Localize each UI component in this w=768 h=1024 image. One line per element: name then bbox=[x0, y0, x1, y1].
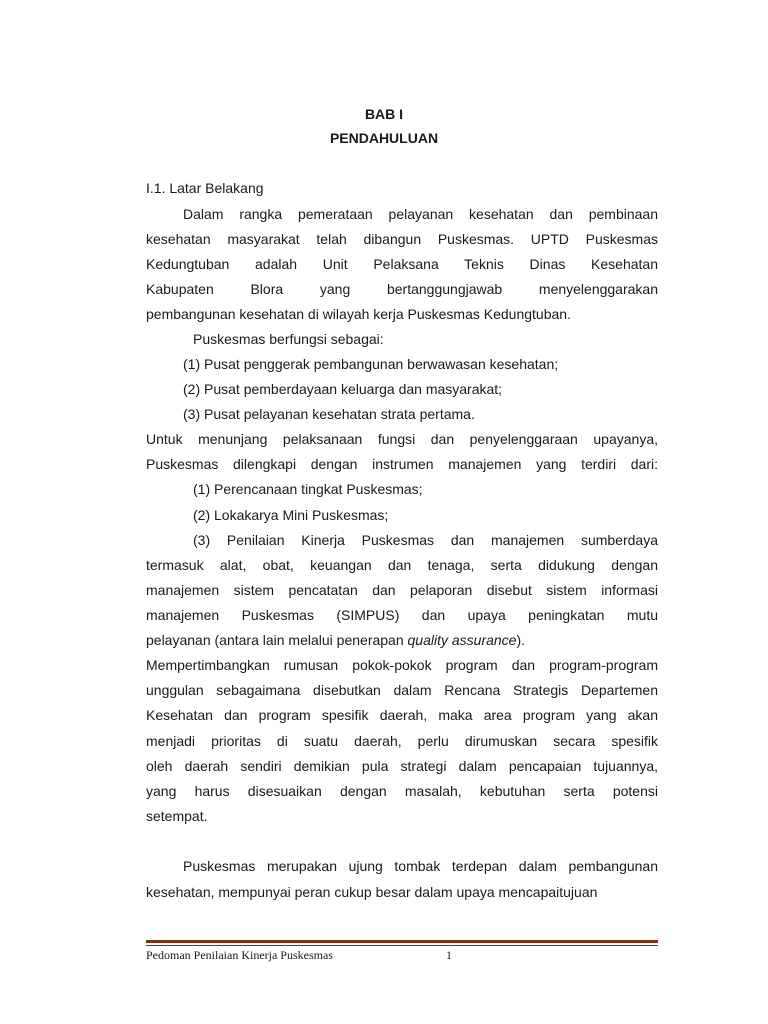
paragraph-line: setempat. bbox=[146, 808, 208, 824]
text-run: pelayanan (antara lain melalui penerapan bbox=[146, 632, 408, 648]
paragraph-line: oleh daerah sendiri demikian pula strategi dalam pencapaian tujuannya, bbox=[146, 758, 658, 774]
paragraph-line: termasuk alat, obat, keuangan dan tenaga, serta didukung dengan bbox=[146, 557, 658, 573]
paragraph-line: manajemen Puskesmas (SIMPUS) dan upaya peningkatan mutu bbox=[146, 607, 658, 623]
paragraph-line: Kabupaten Blora yang bertanggungjawab menyelenggarakan bbox=[146, 281, 658, 297]
paragraph-line: kesehatan masyarakat telah dibangun Puskesmas. UPTD Puskesmas bbox=[146, 231, 658, 247]
list-item: (1) Perencanaan tingkat Puskesmas; bbox=[193, 481, 423, 497]
list-item: (3) Penilaian Kinerja Puskesmas dan manajemen sumberdaya bbox=[193, 532, 658, 548]
italic-term: quality assurance bbox=[407, 632, 517, 648]
paragraph-line: Dalam rangka pemerataan pelayanan kesehatan dan pembinaan bbox=[183, 206, 658, 222]
paragraph-line: pembangunan kesehatan di wilayah kerja Puskesmas Kedungtuban. bbox=[146, 306, 571, 322]
list-intro: Puskesmas berfungsi sebagai: bbox=[193, 331, 384, 347]
paragraph-line: yang harus disesuaikan dengan masalah, kebutuhan serta potensi bbox=[146, 783, 658, 799]
list-item: (3) Pusat pelayanan kesehatan strata pertama. bbox=[183, 406, 475, 422]
chapter-title: PENDAHULUAN bbox=[329, 130, 439, 146]
paragraph-line: Puskesmas merupakan ujung tombak terdepan dalam pembangunan bbox=[183, 858, 658, 874]
section-heading: I.1. Latar Belakang bbox=[146, 180, 264, 196]
paragraph-line bbox=[146, 632, 658, 648]
paragraph-line: Kedungtuban adalah Unit Pelaksana Teknis Dinas Kesehatan bbox=[146, 256, 658, 272]
footer-rule-thick bbox=[146, 940, 658, 943]
footer-title: Pedoman Penilaian Kinerja Puskesmas bbox=[146, 948, 333, 962]
footer-rule-thin bbox=[146, 945, 658, 946]
page-number: 1 bbox=[446, 948, 452, 962]
paragraph-line: unggulan sebagaimana disebutkan dalam Rencana Strategis Departemen bbox=[146, 682, 658, 698]
list-item: (1) Pusat penggerak pembangunan berwawasan kesehatan; bbox=[183, 356, 559, 372]
paragraph-line: Untuk menunjang pelaksanaan fungsi dan penyelenggaraan upayanya, bbox=[146, 431, 658, 447]
paragraph-line: menjadi prioritas di suatu daerah, perlu dirumuskan secara spesifik bbox=[146, 733, 658, 749]
paragraph-line: Mempertimbangkan rumusan pokok-pokok program dan program-program bbox=[146, 657, 658, 673]
text-run: ). bbox=[516, 632, 526, 648]
list-item: (2) Pusat pemberdayaan keluarga dan masyarakat; bbox=[183, 381, 503, 397]
paragraph-line: kesehatan, mempunyai peran cukup besar dalam upaya mencapaitujuan bbox=[146, 884, 598, 900]
list-item: (2) Lokakarya Mini Puskesmas; bbox=[193, 507, 389, 523]
paragraph-line: Puskesmas dilengkapi dengan instrumen manajemen yang terdiri dari: bbox=[146, 456, 658, 472]
paragraph-line: Kesehatan dan program spesifik daerah, maka area program yang akan bbox=[146, 707, 658, 723]
paragraph-line: manajemen sistem pencatatan dan pelaporan disebut sistem informasi bbox=[146, 582, 658, 598]
chapter-number: BAB I bbox=[364, 106, 404, 122]
